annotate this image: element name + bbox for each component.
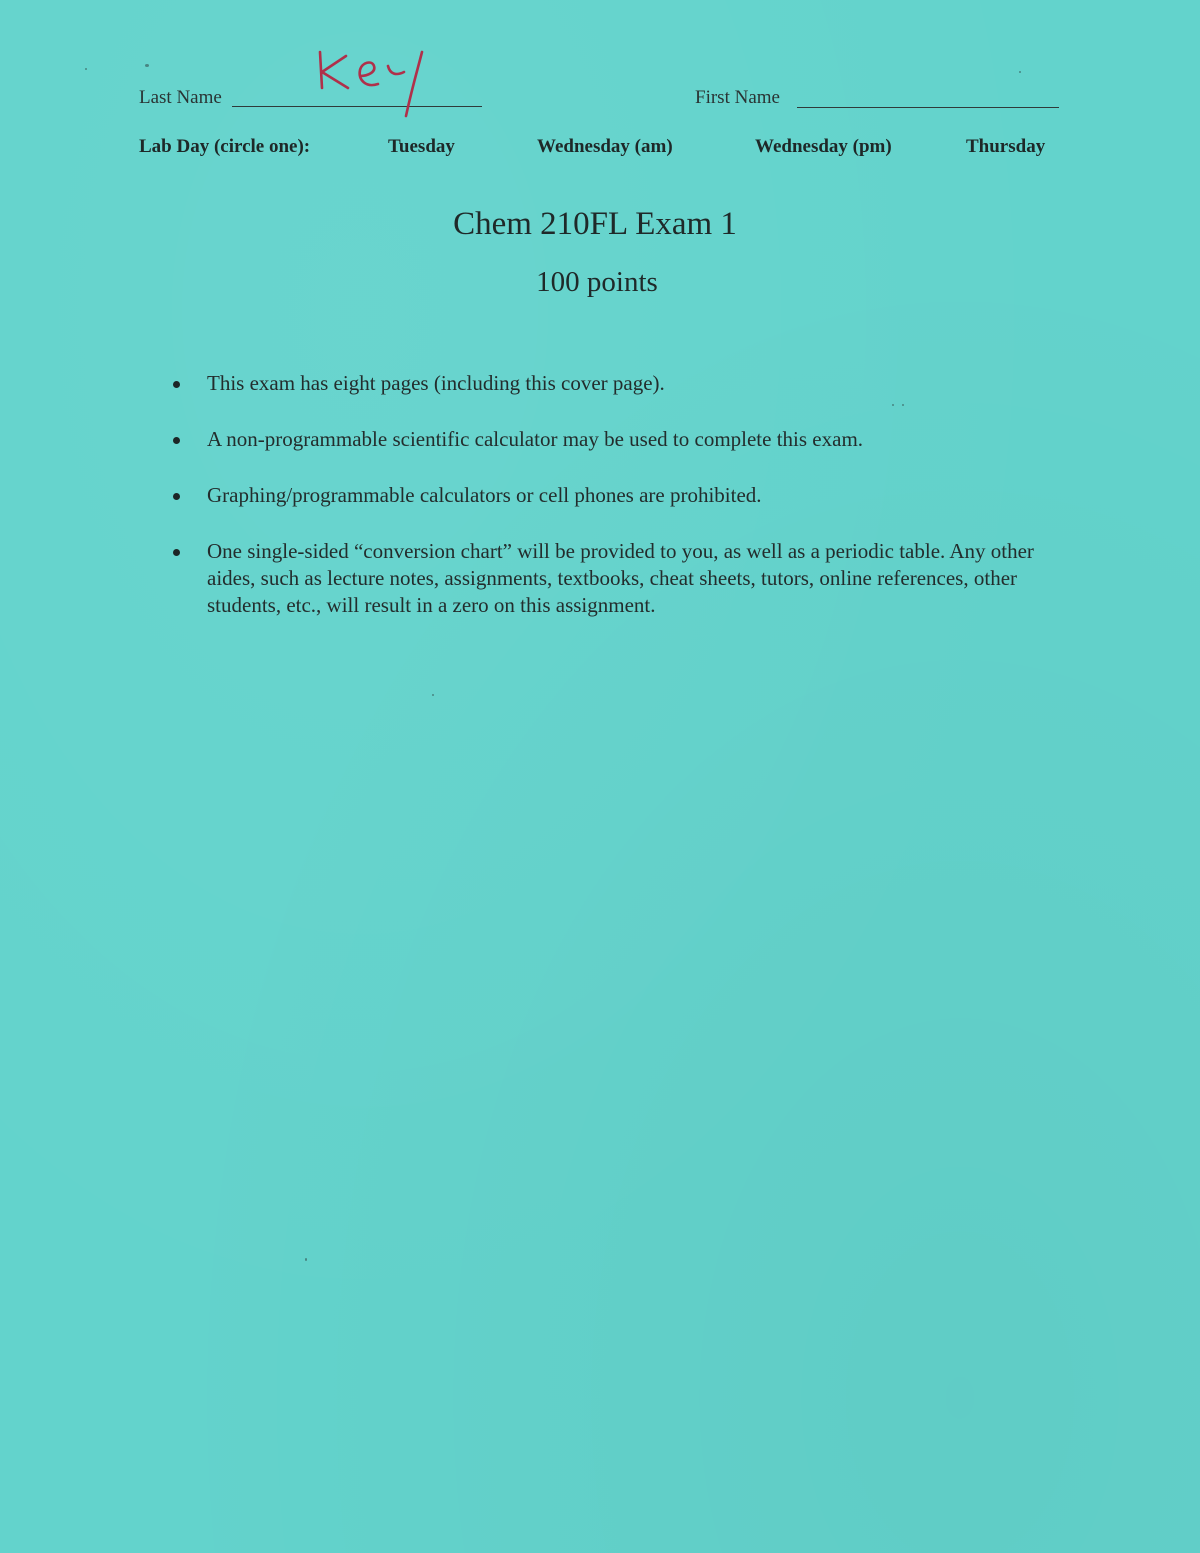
instruction-item <box>170 370 1070 397</box>
bullet-icon <box>173 381 180 388</box>
instruction-item <box>170 426 1070 453</box>
bullet-icon <box>173 549 180 556</box>
last-name-handwriting <box>300 38 440 118</box>
first-name-line <box>797 107 1059 108</box>
scan-speck <box>305 1258 307 1261</box>
scan-speck <box>432 694 434 696</box>
instruction-item <box>170 538 1070 619</box>
instruction-text: Graphing/programmable calculators or cell phones are prohibited. <box>207 483 762 507</box>
lab-day-option-wednesday-pm: Wednesday (pm) <box>755 136 892 157</box>
lab-day-option-tuesday: Tuesday <box>388 136 455 157</box>
first-name-label: First Name <box>695 87 780 108</box>
bullet-icon <box>173 437 180 444</box>
instruction-text: A non-programmable scientific calculator may be used to complete this exam. <box>207 427 864 451</box>
exam-title: Chem 210FL Exam 1 <box>453 206 737 242</box>
lab-day-option-wednesday-am: Wednesday (am) <box>537 136 673 157</box>
exam-points: 100 points <box>536 266 658 298</box>
last-name-label: Last Name <box>139 87 222 108</box>
instruction-item <box>170 482 1070 509</box>
bullet-icon <box>173 493 180 500</box>
lab-day-label: Lab Day (circle one): <box>139 136 311 157</box>
lab-day-option-thursday: Thursday <box>966 136 1046 157</box>
scan-speck <box>145 64 149 67</box>
instruction-text: One single-sided “conversion chart” will be provided to you, as well as a periodic table. Any other aides, such as lecture notes, assignments, textbooks, cheat sheets, tutors, online references, other students, etc., will result in a zero on this assignment. <box>207 539 1034 617</box>
instructions-list <box>170 370 1070 648</box>
scan-speck <box>85 68 87 70</box>
instruction-text: This exam has eight pages (including this cover page). <box>207 371 665 395</box>
scan-speck <box>1019 71 1021 73</box>
scan-speck <box>892 404 894 406</box>
scan-speck <box>902 404 904 406</box>
